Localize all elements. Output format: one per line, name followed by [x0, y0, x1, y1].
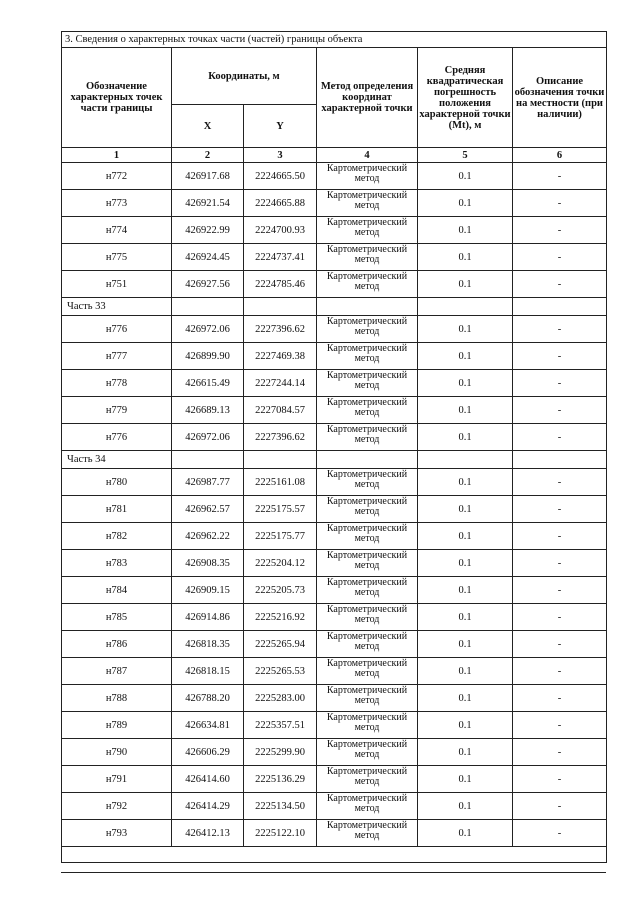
- table-row: [62, 244, 607, 271]
- method-cell: Картометрический метод: [317, 793, 418, 820]
- section-title: 3. Сведения о характерных точках части (частей) границы объекта: [62, 32, 607, 48]
- description-cell: -: [513, 820, 607, 847]
- error-cell: 0.1: [418, 658, 513, 685]
- coord-y: 2224785.46: [244, 271, 317, 298]
- error-cell: 0.1: [418, 163, 513, 190]
- table-row: [62, 424, 607, 451]
- method-cell: Картометрический метод: [317, 658, 418, 685]
- description-cell: -: [513, 523, 607, 550]
- point-id: н785: [62, 604, 172, 631]
- method-cell: Картометрический метод: [317, 496, 418, 523]
- method-cell: Картометрический метод: [317, 316, 418, 343]
- table-row: [62, 793, 607, 820]
- part-row: [62, 451, 607, 469]
- coord-x: 426606.29: [172, 739, 244, 766]
- method-cell: Картометрический метод: [317, 370, 418, 397]
- coord-y: 2224665.88: [244, 190, 317, 217]
- coord-x: 426924.45: [172, 244, 244, 271]
- coord-x: 426909.15: [172, 577, 244, 604]
- coord-x: 426414.60: [172, 766, 244, 793]
- empty-cell: [62, 847, 607, 863]
- coord-x: 426927.56: [172, 271, 244, 298]
- coord-x: 426972.06: [172, 316, 244, 343]
- point-id: н776: [62, 424, 172, 451]
- coord-y: 2225204.12: [244, 550, 317, 577]
- description-cell: -: [513, 739, 607, 766]
- coord-y: 2224665.50: [244, 163, 317, 190]
- point-id: н792: [62, 793, 172, 820]
- coord-x: 426634.81: [172, 712, 244, 739]
- description-cell: -: [513, 316, 607, 343]
- coord-y: 2227084.57: [244, 397, 317, 424]
- table-row: [62, 163, 607, 190]
- part-row: [62, 298, 607, 316]
- coord-x: 426922.99: [172, 217, 244, 244]
- header-error: Средняя квадратическая погрешность положения характерной точки (Mt), м: [418, 48, 513, 148]
- point-id: н788: [62, 685, 172, 712]
- description-cell: -: [513, 685, 607, 712]
- point-id: н777: [62, 343, 172, 370]
- description-cell: -: [513, 424, 607, 451]
- table-row: [62, 469, 607, 496]
- empty-cell: [172, 298, 244, 316]
- point-id: н793: [62, 820, 172, 847]
- boundary-points-table: [61, 31, 607, 863]
- error-cell: 0.1: [418, 793, 513, 820]
- point-id: н772: [62, 163, 172, 190]
- empty-cell: [513, 298, 607, 316]
- coord-x: 426917.68: [172, 163, 244, 190]
- point-id: н773: [62, 190, 172, 217]
- description-cell: -: [513, 604, 607, 631]
- table-row: [62, 316, 607, 343]
- point-id: н778: [62, 370, 172, 397]
- method-cell: Картометрический метод: [317, 163, 418, 190]
- coord-y: 2225134.50: [244, 793, 317, 820]
- coord-x: 426914.86: [172, 604, 244, 631]
- point-id: н776: [62, 316, 172, 343]
- point-id: н783: [62, 550, 172, 577]
- coord-x: 426962.57: [172, 496, 244, 523]
- point-id: н780: [62, 469, 172, 496]
- coord-x: 426818.15: [172, 658, 244, 685]
- coord-y: 2225175.77: [244, 523, 317, 550]
- footer-divider: [61, 872, 606, 873]
- table-row: [62, 577, 607, 604]
- description-cell: -: [513, 271, 607, 298]
- header-x: X: [172, 105, 244, 148]
- error-cell: 0.1: [418, 397, 513, 424]
- empty-cell: [513, 451, 607, 469]
- method-cell: Картометрический метод: [317, 523, 418, 550]
- error-cell: 0.1: [418, 820, 513, 847]
- method-cell: Картометрический метод: [317, 766, 418, 793]
- table-row: [62, 631, 607, 658]
- coord-y: 2227469.38: [244, 343, 317, 370]
- point-id: н779: [62, 397, 172, 424]
- point-id: н775: [62, 244, 172, 271]
- document-sheet: [61, 31, 606, 863]
- point-id: н784: [62, 577, 172, 604]
- coord-x: 426972.06: [172, 424, 244, 451]
- point-id: н790: [62, 739, 172, 766]
- coord-x: 426788.20: [172, 685, 244, 712]
- description-cell: -: [513, 577, 607, 604]
- method-cell: Картометрический метод: [317, 469, 418, 496]
- column-number: 5: [418, 148, 513, 163]
- coord-y: 2225136.29: [244, 766, 317, 793]
- description-cell: -: [513, 370, 607, 397]
- error-cell: 0.1: [418, 217, 513, 244]
- method-cell: Картометрический метод: [317, 244, 418, 271]
- column-number: 6: [513, 148, 607, 163]
- table-row: [62, 343, 607, 370]
- error-cell: 0.1: [418, 766, 513, 793]
- empty-row: [62, 847, 607, 863]
- description-cell: -: [513, 244, 607, 271]
- error-cell: 0.1: [418, 343, 513, 370]
- coord-x: 426899.90: [172, 343, 244, 370]
- method-cell: Картометрический метод: [317, 712, 418, 739]
- coord-x: 426615.49: [172, 370, 244, 397]
- method-cell: Картометрический метод: [317, 217, 418, 244]
- coord-y: 2225265.53: [244, 658, 317, 685]
- error-cell: 0.1: [418, 523, 513, 550]
- description-cell: -: [513, 496, 607, 523]
- description-cell: -: [513, 658, 607, 685]
- coord-y: 2225161.08: [244, 469, 317, 496]
- coord-y: 2227244.14: [244, 370, 317, 397]
- empty-cell: [244, 298, 317, 316]
- description-cell: -: [513, 217, 607, 244]
- table-row: [62, 190, 607, 217]
- coord-x: 426412.13: [172, 820, 244, 847]
- table-row: [62, 739, 607, 766]
- table-row: [62, 766, 607, 793]
- coord-y: 2225299.90: [244, 739, 317, 766]
- description-cell: -: [513, 190, 607, 217]
- error-cell: 0.1: [418, 496, 513, 523]
- description-cell: -: [513, 163, 607, 190]
- header-method: Метод определения координат характерной точки: [317, 48, 418, 148]
- coord-y: 2224700.93: [244, 217, 317, 244]
- empty-cell: [317, 298, 418, 316]
- table-row: [62, 271, 607, 298]
- coord-y: 2225175.57: [244, 496, 317, 523]
- coord-x: 426818.35: [172, 631, 244, 658]
- point-id: н774: [62, 217, 172, 244]
- error-cell: 0.1: [418, 424, 513, 451]
- table-row: [62, 820, 607, 847]
- description-cell: -: [513, 343, 607, 370]
- coord-y: 2227396.62: [244, 316, 317, 343]
- part-label: Часть 34: [62, 451, 172, 469]
- table-row: [62, 658, 607, 685]
- error-cell: 0.1: [418, 469, 513, 496]
- method-cell: Картометрический метод: [317, 820, 418, 847]
- empty-cell: [317, 451, 418, 469]
- coord-y: 2225122.10: [244, 820, 317, 847]
- point-id: н751: [62, 271, 172, 298]
- coord-y: 2225205.73: [244, 577, 317, 604]
- method-cell: Картометрический метод: [317, 343, 418, 370]
- table-row: [62, 397, 607, 424]
- coord-x: 426987.77: [172, 469, 244, 496]
- error-cell: 0.1: [418, 685, 513, 712]
- column-number: 3: [244, 148, 317, 163]
- error-cell: 0.1: [418, 190, 513, 217]
- method-cell: Картометрический метод: [317, 739, 418, 766]
- error-cell: 0.1: [418, 631, 513, 658]
- empty-cell: [418, 451, 513, 469]
- part-label: Часть 33: [62, 298, 172, 316]
- description-cell: -: [513, 631, 607, 658]
- method-cell: Картометрический метод: [317, 271, 418, 298]
- column-number: 2: [172, 148, 244, 163]
- table-row: [62, 550, 607, 577]
- method-cell: Картометрический метод: [317, 397, 418, 424]
- point-id: н789: [62, 712, 172, 739]
- header-description: Описание обозначения точки на местности (при наличии): [513, 48, 607, 148]
- point-id: н791: [62, 766, 172, 793]
- coord-y: 2227396.62: [244, 424, 317, 451]
- error-cell: 0.1: [418, 577, 513, 604]
- column-number: 1: [62, 148, 172, 163]
- column-number: 4: [317, 148, 418, 163]
- coord-y: 2225283.00: [244, 685, 317, 712]
- header-designation: Обозначение характерных точек части границы: [62, 48, 172, 148]
- description-cell: -: [513, 793, 607, 820]
- empty-cell: [244, 451, 317, 469]
- table-row: [62, 523, 607, 550]
- coord-y: 2224737.41: [244, 244, 317, 271]
- description-cell: -: [513, 712, 607, 739]
- description-cell: -: [513, 550, 607, 577]
- coord-x: 426921.54: [172, 190, 244, 217]
- header-coordinates: Координаты, м: [172, 48, 317, 105]
- description-cell: -: [513, 397, 607, 424]
- error-cell: 0.1: [418, 271, 513, 298]
- point-id: н781: [62, 496, 172, 523]
- coord-x: 426414.29: [172, 793, 244, 820]
- table-row: [62, 685, 607, 712]
- table-body: [62, 163, 607, 863]
- empty-cell: [172, 451, 244, 469]
- error-cell: 0.1: [418, 370, 513, 397]
- description-cell: -: [513, 469, 607, 496]
- point-id: н787: [62, 658, 172, 685]
- coord-y: 2225357.51: [244, 712, 317, 739]
- method-cell: Картометрический метод: [317, 577, 418, 604]
- coord-x: 426689.13: [172, 397, 244, 424]
- method-cell: Картометрический метод: [317, 424, 418, 451]
- method-cell: Картометрический метод: [317, 631, 418, 658]
- coord-y: 2225265.94: [244, 631, 317, 658]
- error-cell: 0.1: [418, 712, 513, 739]
- point-id: н786: [62, 631, 172, 658]
- method-cell: Картометрический метод: [317, 550, 418, 577]
- coord-y: 2225216.92: [244, 604, 317, 631]
- table-row: [62, 217, 607, 244]
- table-row: [62, 496, 607, 523]
- method-cell: Картометрический метод: [317, 685, 418, 712]
- error-cell: 0.1: [418, 244, 513, 271]
- description-cell: -: [513, 766, 607, 793]
- method-cell: Картометрический метод: [317, 190, 418, 217]
- coord-x: 426962.22: [172, 523, 244, 550]
- point-id: н782: [62, 523, 172, 550]
- method-cell: Картометрический метод: [317, 604, 418, 631]
- table-row: [62, 712, 607, 739]
- error-cell: 0.1: [418, 739, 513, 766]
- error-cell: 0.1: [418, 604, 513, 631]
- error-cell: 0.1: [418, 316, 513, 343]
- table-row: [62, 370, 607, 397]
- empty-cell: [418, 298, 513, 316]
- coord-x: 426908.35: [172, 550, 244, 577]
- error-cell: 0.1: [418, 550, 513, 577]
- table-row: [62, 604, 607, 631]
- header-y: Y: [244, 105, 317, 148]
